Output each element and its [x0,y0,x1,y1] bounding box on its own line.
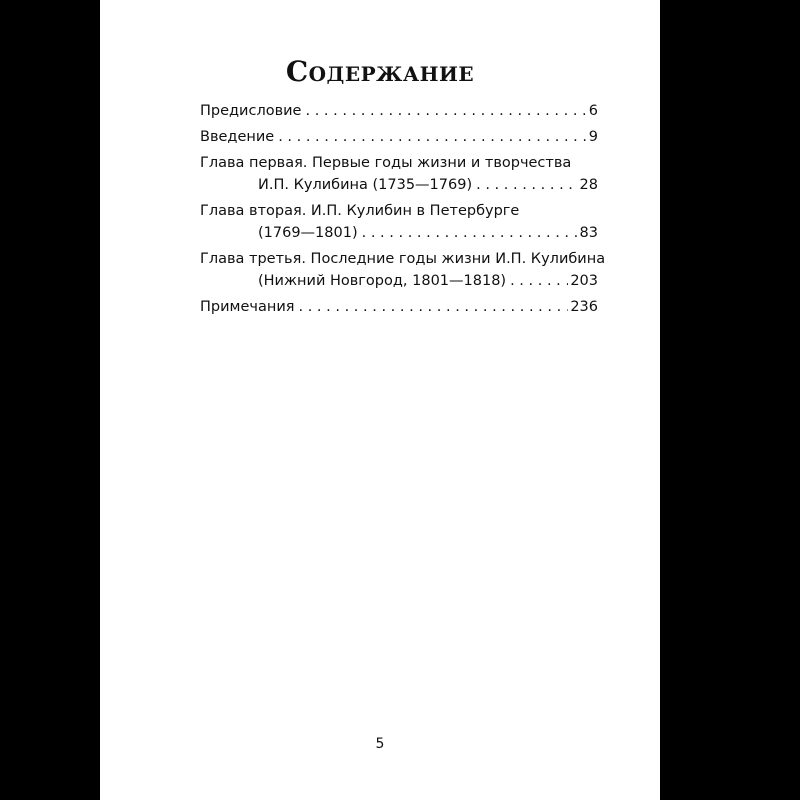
toc-entry-title: Примечания [200,299,295,315]
toc-entry-page: 236 [570,299,598,315]
toc-entry-title-continued: (Нижний Новгород, 1801—1818) [258,273,507,289]
book-page [100,0,660,800]
toc-entry-title: Глава третья. Последние годы жизни И.П. Кулибина [200,251,606,267]
toc-entry-page: 6 [588,103,598,119]
page-number: 5 [375,736,385,752]
toc-entry-page: 28 [579,177,598,193]
toc-entry-title-continued: (1769—1801) [258,225,358,241]
toc-entry-page: 9 [588,129,598,145]
dot-leader [305,100,586,122]
toc-entry-title-continued: И.П. Кулибина (1735—1769) [258,177,473,193]
toc-entry-preface[interactable] [200,100,598,122]
toc-entry-title: Предисловие [200,103,302,119]
dot-leader [278,126,587,148]
toc-entry-chapter-1[interactable] [200,152,598,196]
toc-entry-title: Глава первая. Первые годы жизни и творчества [200,155,572,171]
dot-leader [476,174,577,196]
dot-leader [298,296,568,318]
toc-entry-notes[interactable] [200,296,598,318]
toc-entry-page: 203 [570,273,598,289]
toc-entry-title: Глава вторая. И.П. Кулибин в Петербурге [200,203,520,219]
toc-entry-introduction[interactable] [200,126,598,148]
dot-leader [362,222,578,244]
toc-entry-chapter-2[interactable] [200,200,598,244]
table-of-contents [200,100,606,322]
toc-entry-title: Введение [200,129,275,145]
dot-leader [510,270,568,292]
toc-entry-page: 83 [579,225,598,241]
toc-entry-chapter-3[interactable] [200,248,606,292]
toc-title: Содержание [285,55,475,88]
